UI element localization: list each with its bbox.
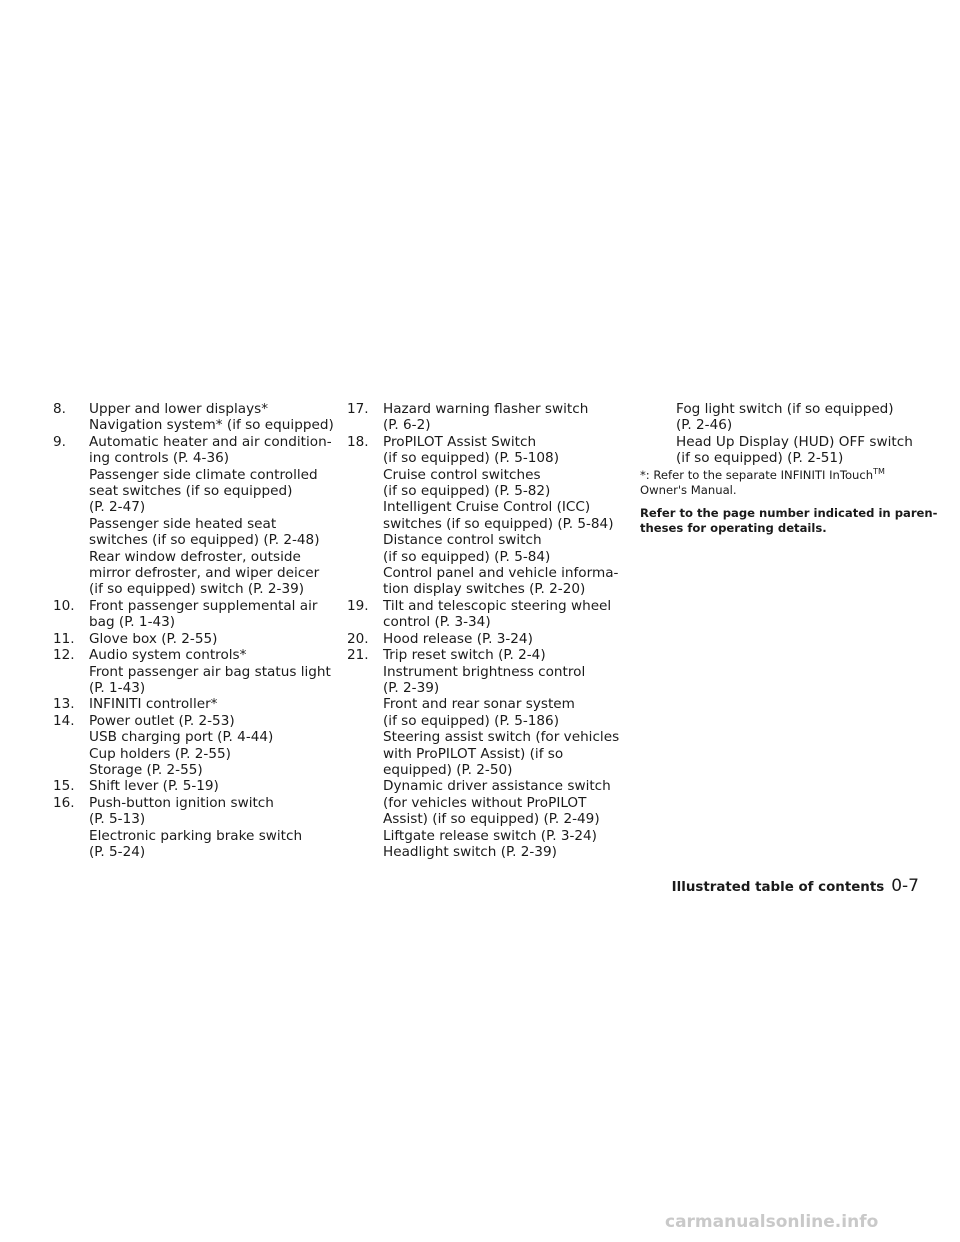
item-line: Audio system controls* (89, 647, 247, 664)
item-line: Assist) (if so equipped) (P. 2-49) (383, 811, 600, 828)
item-line: Cruise control switches (383, 466, 541, 483)
item-line: Control panel and vehicle informa- (383, 565, 619, 582)
item-line: (P. 1-43) (89, 679, 146, 696)
list-item (53, 433, 332, 598)
footnote-text: *: Refer to the separate INFINITI InTouch (640, 467, 874, 482)
continued-line: Head Up Display (HUD) OFF switch (676, 433, 913, 450)
item-line: (P. 2-39) (383, 679, 440, 696)
list-item (347, 647, 620, 860)
continued-list (640, 401, 916, 467)
item-line: Glove box (P. 2-55) (89, 630, 218, 647)
item-line: bag (P. 1-43) (89, 614, 176, 631)
continued-line: (P. 2-46) (676, 417, 733, 434)
item-line: Cup holders (P. 2-55) (89, 745, 231, 762)
item-line: Storage (P. 2-55) (89, 761, 203, 778)
item-line: Shift lever (P. 5-19) (89, 778, 219, 795)
list-item (347, 401, 615, 434)
reference-note-line1: Refer to the page number indicated in paren- (640, 505, 938, 520)
item-line: Front passenger supplemental air (89, 597, 318, 614)
item-line: Hazard warning flasher switch (383, 401, 589, 417)
item-text (89, 713, 325, 779)
list-item (53, 647, 331, 696)
list-item (53, 401, 334, 434)
item-text (89, 433, 332, 598)
item-line: (for vehicles without ProPILOT (383, 794, 587, 811)
item-line: seat switches (if so equipped) (89, 483, 293, 500)
item-text (383, 598, 615, 631)
item-line: Hood release (P. 3-24) (383, 630, 533, 647)
item-text (89, 598, 325, 631)
item-number: 15. (53, 778, 75, 795)
item-line: (if so equipped) (P. 5-108) (383, 450, 559, 467)
item-line: switches (if so equipped) (P. 2-48) (89, 532, 320, 549)
column-left (53, 401, 334, 860)
item-line: with ProPILOT Assist) (if so (383, 745, 564, 762)
footnote (640, 468, 916, 498)
item-line: Intelligent Cruise Control (ICC) (383, 499, 591, 516)
item-line: equipped) (P. 2-50) (383, 761, 513, 778)
item-line: Passenger side climate controlled (89, 466, 318, 483)
section-title: Illustrated table of contents (671, 880, 885, 895)
item-line: (if so equipped) (P. 5-84) (383, 548, 551, 565)
item-line: (if so equipped) (P. 5-186) (383, 712, 559, 729)
item-text (383, 647, 620, 860)
item-line: Upper and lower displays* (89, 401, 269, 417)
item-line: Steering assist switch (for vehicles (383, 729, 620, 746)
column-right (640, 401, 938, 536)
item-line: mirror defroster, and wiper deicer (89, 565, 320, 582)
item-line: Navigation system* (if so equipped) (89, 417, 334, 434)
item-number: 20. (347, 630, 369, 647)
item-line: Electronic parking brake switch (89, 827, 303, 844)
item-line: ing controls (P. 4-36) (89, 450, 230, 467)
item-line: Automatic heater and air condition- (89, 433, 332, 450)
item-number: 17. (347, 401, 369, 417)
item-text (89, 778, 325, 794)
item-text (89, 401, 334, 434)
item-line: (P. 6-2) (383, 417, 431, 434)
item-text (383, 401, 615, 434)
item-line: Instrument brightness control (383, 663, 586, 680)
item-line: Power outlet (P. 2-53) (89, 712, 235, 729)
column-middle (347, 401, 620, 860)
item-text (383, 631, 615, 647)
list-item (53, 713, 325, 779)
reference-note (640, 505, 938, 536)
item-line: (P. 5-24) (89, 843, 146, 860)
item-line: Rear window defroster, outside (89, 548, 301, 565)
item-line: Dynamic driver assistance switch (383, 778, 611, 795)
list-item (53, 778, 325, 794)
item-line: USB charging port (P. 4-44) (89, 729, 274, 746)
item-number: 19. (347, 597, 369, 614)
item-number: 16. (53, 794, 75, 811)
continued-line: (if so equipped) (P. 2-51) (676, 450, 844, 467)
item-text (89, 795, 325, 861)
item-line: (if so equipped) switch (P. 2-39) (89, 581, 305, 598)
item-line: Front passenger air bag status light (89, 663, 331, 680)
item-number: 11. (53, 630, 75, 647)
list-item (347, 433, 619, 598)
trademark-sup: TM (873, 466, 885, 476)
list-item (53, 696, 325, 712)
item-line: Front and rear sonar system (383, 696, 575, 713)
item-line: Tilt and telescopic steering wheel (383, 597, 612, 614)
item-line: ProPILOT Assist Switch (383, 433, 537, 450)
continued-line: Fog light switch (if so equipped) (676, 401, 894, 417)
list-item (53, 795, 325, 861)
item-line: Trip reset switch (P. 2-4) (383, 647, 546, 664)
item-line: control (P. 3-34) (383, 614, 491, 631)
item-line: tion display switches (P. 2-20) (383, 581, 586, 598)
item-line: (if so equipped) (P. 5-82) (383, 483, 551, 500)
item-text (89, 647, 331, 696)
item-line: INFINITI controller* (89, 696, 218, 713)
item-number: 12. (53, 647, 75, 664)
reference-note-line2: theses for operating details. (640, 520, 827, 535)
item-line: Passenger side heated seat (89, 515, 277, 532)
item-line: (P. 2-47) (89, 499, 146, 516)
item-line: Headlight switch (P. 2-39) (383, 843, 557, 860)
item-text (383, 433, 619, 598)
item-line: Distance control switch (383, 532, 542, 549)
item-line: switches (if so equipped) (P. 5-84) (383, 515, 614, 532)
item-line: Liftgate release switch (P. 3-24) (383, 827, 597, 844)
item-line: Push-button ignition switch (89, 794, 274, 811)
item-number: 13. (53, 696, 75, 713)
item-number: 18. (347, 433, 369, 450)
item-number: 21. (347, 647, 369, 664)
page-footer (671, 876, 919, 896)
item-text (89, 631, 325, 647)
item-number: 9. (53, 433, 66, 450)
list-item (53, 598, 325, 631)
watermark: carmanualsonline.info (665, 1212, 879, 1232)
item-number: 10. (53, 597, 75, 614)
list-item (347, 631, 615, 647)
item-number: 8. (53, 401, 66, 417)
list-item (53, 631, 325, 647)
item-text (89, 696, 325, 712)
page-number: 0-7 (891, 876, 919, 896)
list-item (347, 598, 615, 631)
item-line: (P. 5-13) (89, 811, 146, 828)
item-number: 14. (53, 712, 75, 729)
footnote-line2: Owner's Manual. (640, 482, 737, 497)
